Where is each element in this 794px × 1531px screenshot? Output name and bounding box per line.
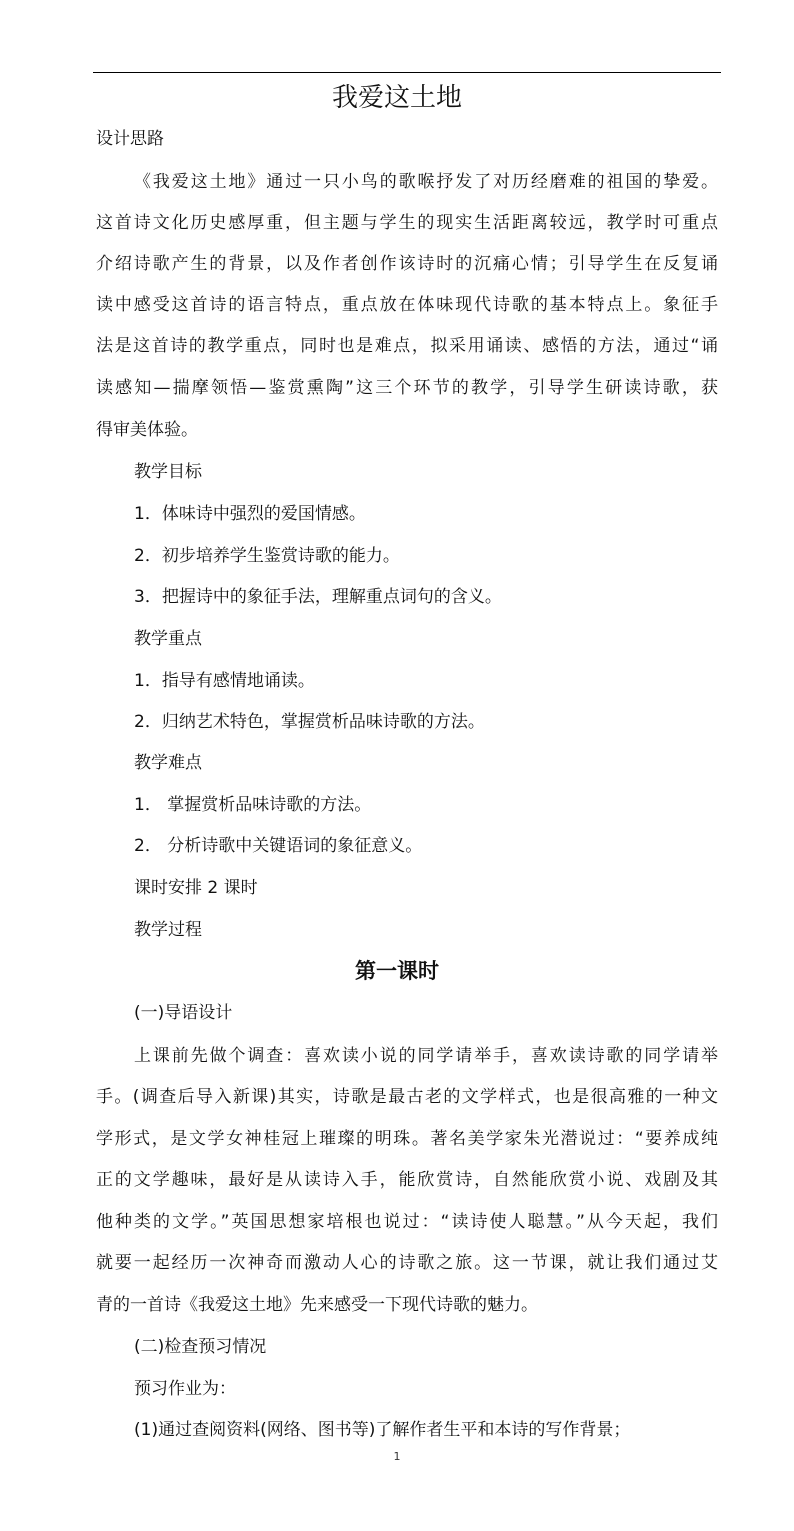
list-item: 2．归纳艺术特色，掌握赏析品味诗歌的方法。 (134, 712, 485, 732)
list-item: 2． 分析诗歌中关键语词的象征意义。 (134, 836, 423, 856)
lesson-title: 第一课时 (355, 958, 439, 983)
list-item: 3．把握诗中的象征手法，理解重点词句的含义。 (134, 587, 502, 607)
section-heading-preview: (二)检查预习情况 (134, 1337, 267, 1357)
page-number: 1 (393, 1450, 401, 1463)
list-item: 2．初步培养学生鉴赏诗歌的能力。 (134, 546, 400, 566)
paragraph-line: 读感知—揣摩领悟—鉴赏熏陶”这三个环节的教学，引导学生研读诗歌，获 (96, 378, 718, 398)
preview-intro: 预习作业为： (134, 1379, 236, 1399)
paragraph-line: 青的一首诗《我爱这土地》先来感受一下现代诗歌的魅力。 (96, 1295, 538, 1315)
list-item: 1．指导有感情地诵读。 (134, 671, 315, 691)
section-heading-key: 教学重点 (134, 629, 202, 649)
list-item: 1．体味诗中强烈的爱国情感。 (134, 504, 366, 524)
list-item: 1． 掌握赏析品味诗歌的方法。 (134, 795, 372, 815)
section-heading-process: 教学过程 (134, 920, 202, 940)
paragraph-line: 这首诗文化历史感厚重，但主题与学生的现实生活距离较远，教学时可重点 (96, 213, 718, 233)
section-heading-intro: (一)导语设计 (134, 1003, 233, 1023)
paragraph-line: 就要一起经历一次神奇而激动人心的诗歌之旅。这一节课，就让我们通过艾 (96, 1253, 718, 1273)
header-rule (93, 72, 721, 73)
schedule-text: 课时安排 2 课时 (134, 878, 258, 898)
paragraph-line: 得审美体验。 (96, 420, 198, 440)
paragraph-line: 《我爱这土地》通过一只小鸟的歌喉抒发了对历经磨难的祖国的挚爱。 (134, 172, 718, 192)
paragraph-line: 他种类的文学。”英国思想家培根也说过：“读诗使人聪慧。”从今天起，我们 (96, 1212, 718, 1232)
section-heading-difficulty: 教学难点 (134, 753, 202, 773)
paragraph-line: 学形式，是文学女神桂冠上璀璨的明珠。著名美学家朱光潜说过：“要养成纯 (96, 1129, 718, 1149)
paragraph-line: 手。(调查后导入新课)其实，诗歌是最古老的文学样式，也是很高雅的一种文 (96, 1087, 718, 1107)
paragraph-line: 介绍诗歌产生的背景，以及作者创作该诗时的沉痛心情；引导学生在反复诵 (96, 254, 718, 274)
paragraph-line: 法是这首诗的教学重点，同时也是难点，拟采用诵读、感悟的方法，通过“诵 (96, 336, 718, 356)
list-item: (1)通过查阅资料(网络、图书等)了解作者生平和本诗的写作背景； (134, 1420, 631, 1440)
section-heading-design: 设计思路 (96, 129, 164, 149)
section-heading-goals: 教学目标 (134, 462, 202, 482)
paragraph-line: 正的文学趣味，最好是从读诗入手，能欣赏诗，自然能欣赏小说、戏剧及其 (96, 1170, 718, 1190)
page-title: 我爱这土地 (331, 83, 462, 113)
paragraph-line: 上课前先做个调查：喜欢读小说的同学请举手，喜欢读诗歌的同学请举 (134, 1046, 718, 1066)
paragraph-line: 读中感受这首诗的语言特点，重点放在体味现代诗歌的基本特点上。象征手 (96, 295, 718, 315)
